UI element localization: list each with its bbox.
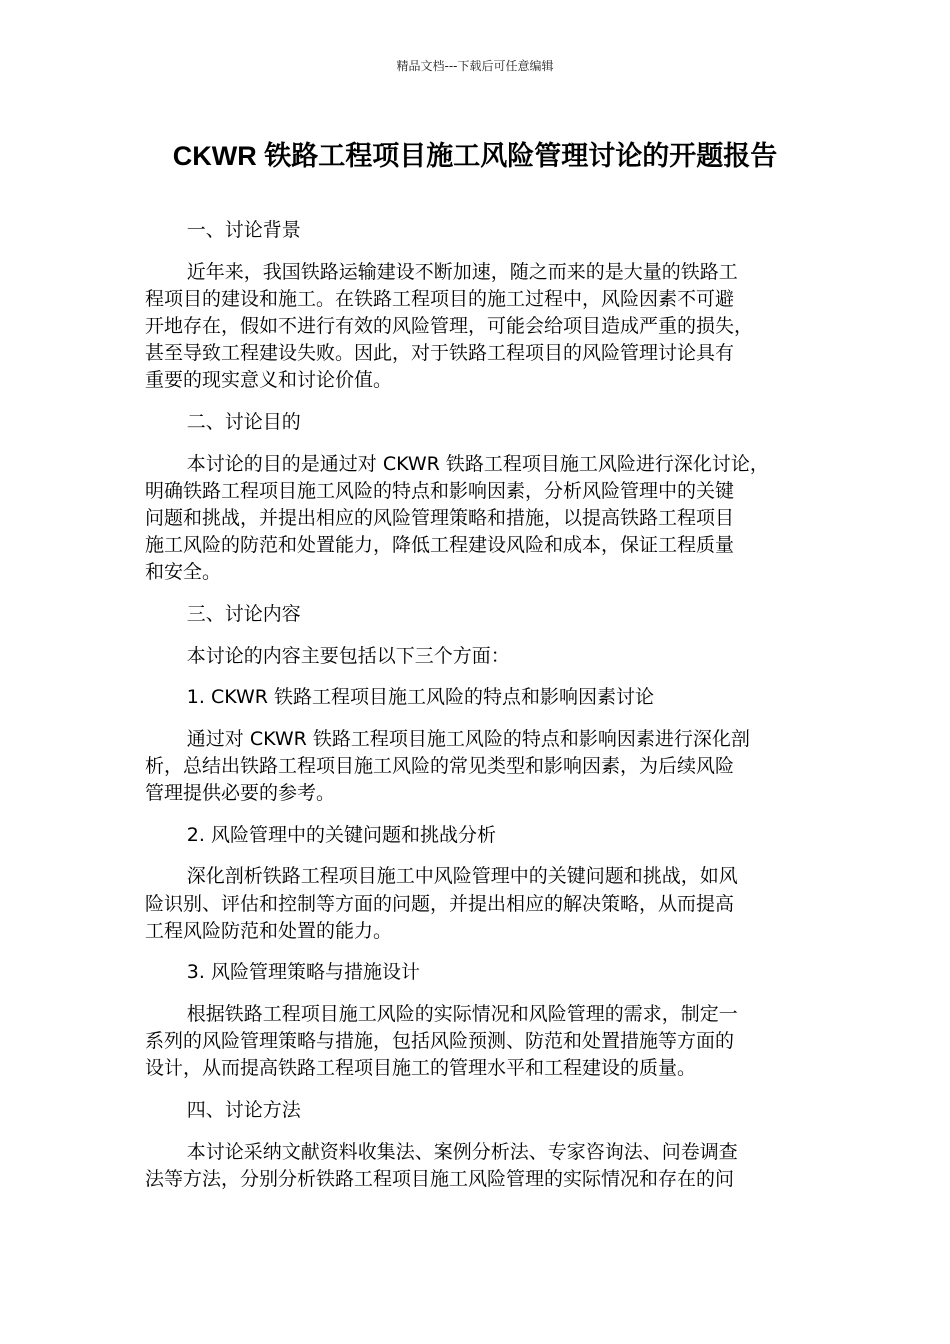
section-paragraph-purpose — [145, 451, 807, 587]
paragraph-line: 和安全。 — [145, 561, 222, 584]
paragraph-line: 法等方法，分别分析铁路工程项目施工风险管理的实际情况和存在的问 — [145, 1167, 735, 1190]
section-intro-content: 本讨论的内容主要包括以下三个方面： — [186, 644, 510, 667]
paragraph-line: 甚至导致工程建设失败。因此，对于铁路工程项目的风险管理讨论具有 — [145, 342, 735, 365]
paragraph-line: 问题和挑战，并提出相应的风险管理策略和措施，以提高铁路工程项目 — [145, 507, 735, 529]
paragraph-line: 本讨论采纳文献资料收集法、案例分析法、专家咨询法、问卷调查 — [186, 1140, 738, 1163]
paragraph-line: 设计，从而提高铁路工程项目施工的管理水平和工程建设的质量。 — [145, 1057, 697, 1080]
section-heading-background: 一、讨论背景 — [186, 219, 301, 241]
subsection-heading-3: 3. 风险管理策略与措施设计 — [186, 961, 420, 984]
section-heading-purpose: 二、讨论目的 — [186, 411, 301, 433]
subsection-paragraph-2 — [145, 863, 807, 945]
paragraph-line: 工程风险防范和处置的能力。 — [145, 919, 393, 942]
section-heading-content: 三、讨论内容 — [186, 603, 301, 625]
document-title: CKWR 铁路工程项目施工风险管理讨论的开题报告 — [172, 141, 778, 171]
section-paragraph-background — [145, 259, 807, 395]
section-paragraph-method — [145, 1139, 807, 1193]
paragraph-line: 近年来，我国铁路运输建设不断加速，随之而来的是大量的铁路工 — [186, 260, 738, 283]
subsection-paragraph-3 — [145, 1001, 807, 1083]
document-body — [145, 217, 807, 1207]
paragraph-line: 程项目的建设和施工。在铁路工程项目的施工过程中，风险因素不可避 — [145, 287, 735, 310]
paragraph-line: 管理提供必要的参考。 — [145, 782, 336, 805]
paragraph-line: 明确铁路工程项目施工风险的特点和影响因素，分析风险管理中的关键 — [145, 479, 735, 502]
subsection-paragraph-1 — [145, 726, 807, 808]
paragraph-line: 深化剖析铁路工程项目施工中风险管理中的关键问题和挑战，如风 — [186, 865, 738, 888]
paragraph-line: 通过对 CKWR 铁路工程项目施工风险的特点和影响因素进行深化剖 — [186, 727, 750, 750]
paragraph-line: 施工风险的防范和处置能力，降低工程建设风险和成本，保证工程质量 — [145, 534, 735, 557]
paragraph-line: 重要的现实意义和讨论价值。 — [145, 369, 393, 392]
paragraph-line: 根据铁路工程项目施工风险的实际情况和风险管理的需求，制定一 — [186, 1002, 738, 1025]
paragraph-line: 系列的风险管理策略与措施，包括风险预测、防范和处置措施等方面的 — [145, 1030, 735, 1053]
subsection-heading-1: 1. CKWR 铁路工程项目施工风险的特点和影响因素讨论 — [186, 686, 655, 709]
section-heading-method: 四、讨论方法 — [186, 1098, 301, 1121]
subsection-heading-2: 2. 风险管理中的关键问题和挑战分析 — [186, 823, 496, 846]
paragraph-line: 险识别、评估和控制等方面的问题，并提出相应的解决策略，从而提高 — [145, 892, 735, 915]
paragraph-line: 析，总结出铁路工程项目施工风险的常见类型和影响因素，为后续风险 — [145, 754, 735, 777]
paragraph-line: 开地存在，假如不进行有效的风险管理，可能会给项目造成严重的损失， — [145, 315, 754, 337]
page-header: 精品文档---下载后可任意编辑 — [396, 59, 554, 73]
paragraph-line: 本讨论的目的是通过对 CKWR 铁路工程项目施工风险进行深化讨论， — [186, 452, 769, 475]
